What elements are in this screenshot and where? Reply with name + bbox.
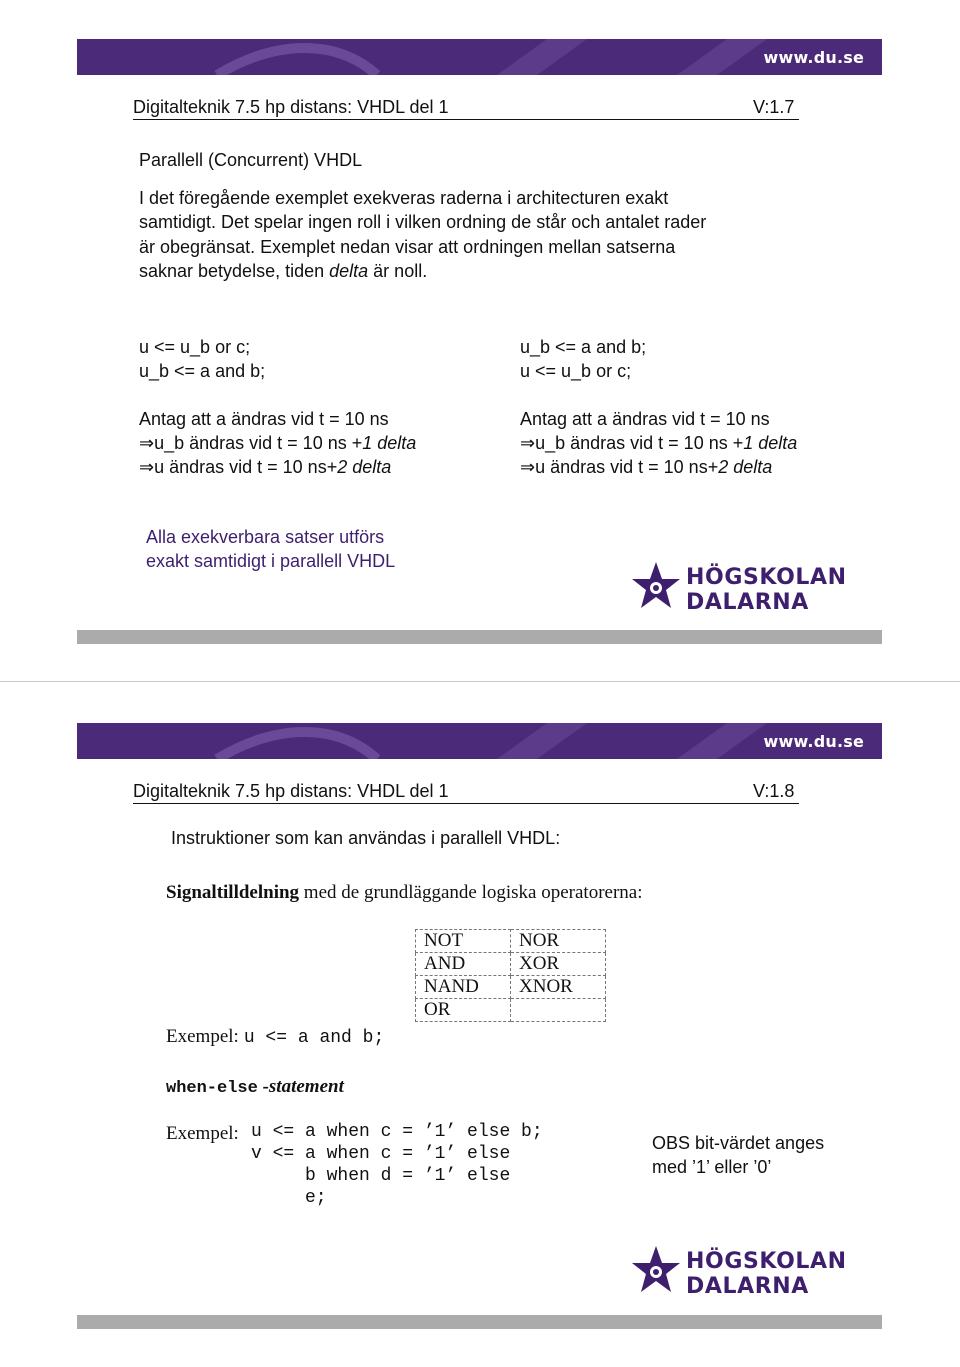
signal-heading-rest: med de grundläggande logiska operatorerna:: [299, 882, 643, 903]
operator-cell: XOR: [511, 953, 606, 976]
implication-italic: 1 delta: [743, 433, 798, 453]
implication-line: [520, 431, 797, 456]
code-line: u_b <= a and b;: [520, 337, 647, 357]
example-code-line: b when d = ’1’ else: [251, 1166, 511, 1186]
implication-line: [139, 431, 416, 456]
footer-bar: [77, 630, 882, 644]
website-url: www.du.se: [763, 732, 864, 751]
hogskolan-dalarna-logo: [630, 560, 860, 616]
paragraph-line: [139, 259, 427, 284]
note-line: exakt samtidigt i parallell VHDL: [146, 551, 396, 571]
example-label: Exempel:: [166, 1123, 239, 1144]
implication-italic: 1 delta: [362, 433, 417, 453]
operator-table: [415, 929, 606, 1022]
implication-line: [520, 455, 772, 480]
paragraph-text: saknar betydelse, tiden: [139, 261, 330, 281]
table-row: [416, 976, 606, 999]
paragraph-line: I det föregående exemplet exekveras raderna i architecturen exakt: [139, 188, 669, 208]
obs-note: OBS bit-värdet anges: [652, 1133, 825, 1153]
operator-cell: XNOR: [511, 976, 606, 999]
banner-pattern: [77, 723, 882, 759]
slide-title: Digitalteknik 7.5 hp distans: VHDL del 1: [133, 781, 449, 801]
when-else-keyword: when-else: [166, 1079, 258, 1098]
example-code-line: u <= a when c = ’1’ else b;: [251, 1122, 543, 1142]
code-line: u <= u_b or c;: [520, 361, 632, 381]
section-heading: Parallell (Concurrent) VHDL: [139, 150, 363, 170]
note-line: Alla exekverbara satser utförs: [146, 527, 385, 547]
assumption-text: Antag att a ändras vid t = 10 ns: [520, 409, 770, 429]
example-code: u <= a and b;: [243, 1028, 385, 1048]
implication-text: ⇒u ändras vid t = 10 ns+: [139, 457, 338, 477]
implication-line: [139, 455, 391, 480]
signal-heading-bold: Signaltilldelning: [166, 882, 300, 903]
operator-cell: AND: [416, 953, 511, 976]
operator-cell: [511, 999, 606, 1022]
paragraph-text: är noll.: [368, 261, 428, 281]
implication-text: ⇒u_b ändras vid t = 10 ns +: [139, 433, 363, 453]
logo-text: DALARNA: [686, 590, 809, 615]
paragraph-line: är obegränsat. Exemplet nedan visar att ordningen mellan satserna: [139, 237, 676, 257]
operator-cell: NAND: [416, 976, 511, 999]
star-icon: [630, 560, 682, 616]
example-code-line: v <= a when c = ’1’ else: [251, 1144, 511, 1164]
page-separator: [0, 681, 960, 682]
header-banner: [77, 39, 882, 75]
implication-italic: 2 delta: [337, 457, 392, 477]
operator-cell: NOR: [511, 930, 606, 953]
signal-heading: [166, 880, 643, 905]
logo-text: DALARNA: [686, 1274, 809, 1299]
header-banner: [77, 723, 882, 759]
logo-text: HÖGSKOLAN: [686, 565, 847, 590]
operator-cell: NOT: [416, 930, 511, 953]
banner-pattern: [77, 39, 882, 75]
slide-version: V:1.8: [753, 781, 795, 801]
hogskolan-dalarna-logo: [630, 1244, 860, 1300]
code-line: u_b <= a and b;: [139, 361, 266, 381]
paragraph-italic: delta: [329, 261, 369, 281]
logo-text: HÖGSKOLAN: [686, 1249, 847, 1274]
implication-text: ⇒u_b ändras vid t = 10 ns +: [520, 433, 744, 453]
assumption-text: Antag att a ändras vid t = 10 ns: [139, 409, 389, 429]
when-else-heading: [166, 1074, 344, 1101]
footer-bar: [77, 1315, 882, 1329]
slide-1: [0, 0, 960, 645]
table-row: [416, 930, 606, 953]
implication-italic: 2 delta: [718, 457, 773, 477]
website-url: www.du.se: [763, 48, 864, 67]
obs-note: med ’1’ eller ’0’: [652, 1157, 772, 1177]
slide-version: V:1.7: [753, 97, 795, 117]
intro-text: Instruktioner som kan användas i parallell VHDL:: [171, 828, 561, 848]
table-row: [416, 999, 606, 1022]
slide-title: Digitalteknik 7.5 hp distans: VHDL del 1: [133, 97, 449, 117]
title-underline: [133, 803, 799, 804]
title-underline: [133, 119, 799, 120]
paragraph-line: samtidigt. Det spelar ingen roll i vilken ordning de står och antalet rader: [139, 212, 707, 232]
example-label: Exempel:: [166, 1026, 239, 1047]
code-line: u <= u_b or c;: [139, 337, 251, 357]
table-row: [416, 953, 606, 976]
operator-cell: OR: [416, 999, 511, 1022]
star-icon: [630, 1244, 682, 1300]
implication-text: ⇒u ändras vid t = 10 ns+: [520, 457, 719, 477]
example-1: [166, 1024, 384, 1051]
when-else-rest: -statement: [257, 1076, 344, 1097]
example-code-line: e;: [251, 1188, 327, 1208]
